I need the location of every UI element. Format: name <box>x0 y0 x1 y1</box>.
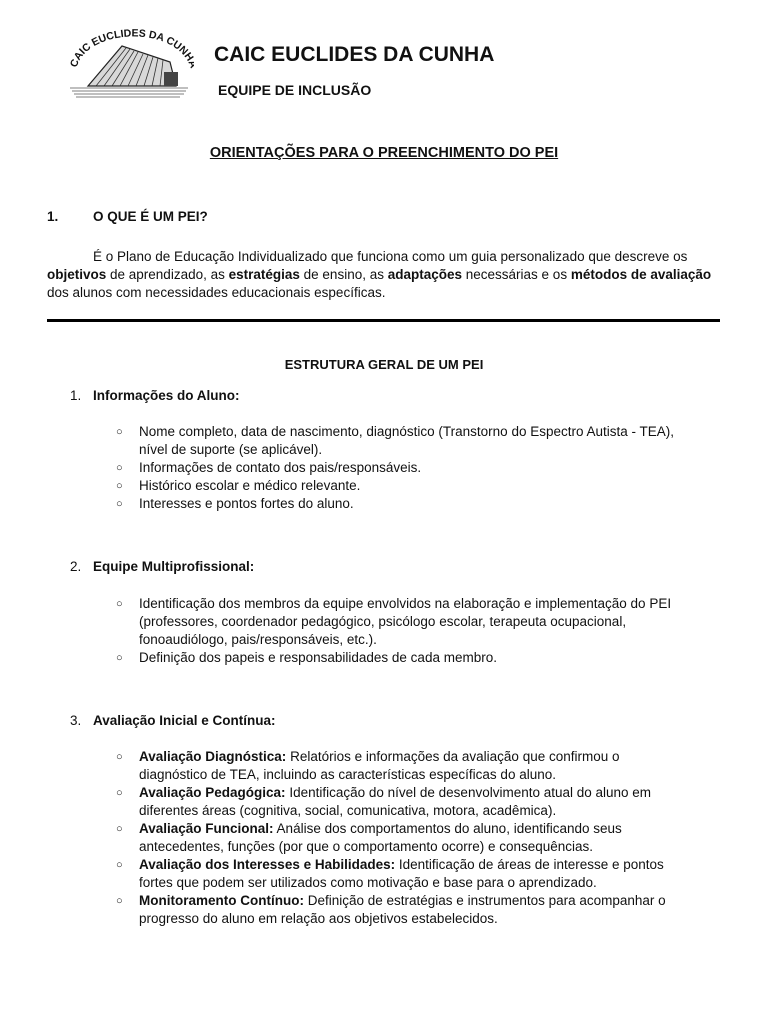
team-name: EQUIPE DE INCLUSÃO <box>218 82 372 98</box>
list-item: ○ Identificação dos membros da equipe envolvidos na elaboração e implementação do PEI (professores, coordenador pedagógico, psicólogo escolar, terapeuta ocupacional, fonoaudiólogo, pais/responsáveis, etc.). <box>116 595 691 649</box>
school-name: CAIC EUCLIDES DA CUNHA <box>214 43 495 66</box>
list-item: ○ Monitoramento Contínuo: Definição de estratégias e instrumentos para acompanhar o progresso do aluno em relação aos objetivos estabelecidos. <box>116 892 691 928</box>
section-heading: 3. Avaliação Inicial e Contínua: <box>70 713 276 728</box>
list-item: ○ Avaliação Diagnóstica: Relatórios e informações da avaliação que confirmou o diagnóstico de TEA, incluindo as características específicas do aluno. <box>116 748 691 784</box>
question-heading: 1. O QUE É UM PEI? <box>47 209 208 224</box>
page-title: ORIENTAÇÕES PARA O PREENCHIMENTO DO PEI <box>209 145 559 161</box>
logo-text: CAIC EUCLIDES DA CUN <box>67 27 191 70</box>
list-item: ○ Avaliação dos Interesses e Habilidades: Identificação de áreas de interesse e pontos fortes que podem ser utilizados como motivação e base para o aprendizado. <box>116 856 691 892</box>
structure-title: ESTRUTURA GERAL DE UM PEI <box>284 357 484 372</box>
section-evaluation <box>70 712 710 926</box>
list-item: ○ Histórico escolar e médico relevante. <box>116 477 691 495</box>
section-student-info <box>70 387 710 511</box>
list-item: ○ Interesses e pontos fortes do aluno. <box>116 495 691 513</box>
list-item: ○ Informações de contato dos pais/responsáveis. <box>116 459 691 477</box>
section-heading: 2. Equipe Multiprofissional: <box>70 559 255 574</box>
list-item: ○ Nome completo, data de nascimento, diagnóstico (Transtorno do Espectro Autista - TEA), nível de suporte (se aplicável). <box>116 423 691 459</box>
intro-paragraph: É o Plano de Educação Individualizado que funciona como um guia personalizado que descreve os objetivos de aprendizado, as estratégias de ensino, as adaptações necessárias e os métodos de avaliação dos alunos com necessidades educacionais específicas. <box>47 249 712 300</box>
bullet-list <box>116 595 691 667</box>
list-item: ○ Avaliação Pedagógica: Identificação do nível de desenvolvimento atual do aluno em diferentes áreas (cognitiva, social, comunicativa, motora, acadêmica). <box>116 784 691 820</box>
bullet-list <box>116 423 691 513</box>
horizontal-divider <box>47 319 720 322</box>
list-item: ○ Avaliação Funcional: Análise dos comportamentos do aluno, identificando seus antecedentes, funções (por que o comportamento ocorre) e consequências. <box>116 820 691 856</box>
school-logo <box>66 22 194 102</box>
section-heading: 1. Informações do Aluno: <box>70 388 240 403</box>
bullet-list <box>116 748 691 928</box>
list-item: ○ Definição dos papeis e responsabilidades de cada membro. <box>116 649 691 667</box>
section-team <box>70 558 710 665</box>
